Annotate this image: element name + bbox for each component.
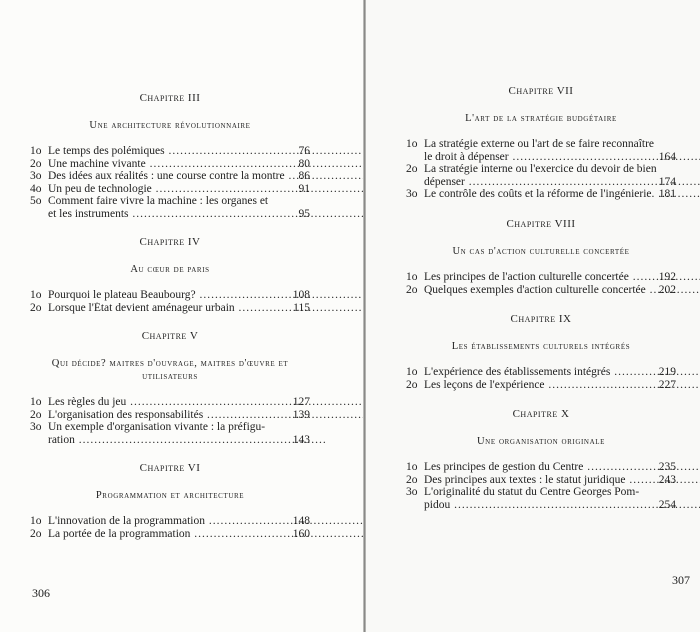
entry-line: Un exemple d'organisation vivante : la préfigu-	[48, 421, 266, 433]
entry-line: L'expérience des établissements intégrés .....	[424, 366, 700, 379]
entry-line: La stratégie interne ou l'exercice du devoir de bien	[424, 163, 657, 175]
entry-line: le droit à dépenser .....	[424, 151, 700, 164]
entry-line: Des idées aux réalités : une course contre la montre .....	[48, 170, 537, 183]
chapter-block	[30, 330, 310, 446]
entry-number: 1o	[406, 138, 418, 150]
entry-page-number: 235	[658, 461, 676, 473]
toc-entry[interactable]	[30, 396, 310, 409]
page-number: 306	[32, 586, 50, 600]
toc-entry[interactable]	[406, 474, 676, 487]
entry-number: 3o	[30, 170, 42, 182]
chapter-label: Chapitre III	[139, 92, 201, 104]
entry-page-number: 108	[292, 289, 310, 301]
chapter-title: Une architecture révolutionnaire	[89, 120, 251, 131]
entry-number: 2o	[406, 163, 418, 175]
entry-page-number: 254	[658, 498, 676, 511]
entry-line: L'innovation de la programmation .....	[48, 515, 457, 528]
entry-line: L'originalité du statut du Centre Georges Pom-	[424, 486, 640, 498]
toc-entry[interactable]	[406, 188, 676, 201]
toc-entry[interactable]	[406, 461, 676, 474]
entry-line: Comment faire vivre la machine : les organes et	[48, 195, 269, 207]
entry-page-number: 80	[298, 157, 310, 170]
chapter-label: Chapitre VIII	[506, 218, 576, 230]
chapter-label: Chapitre IV	[139, 236, 201, 248]
right-page	[366, 0, 700, 632]
entry-number: 2o	[406, 473, 418, 486]
entry-number: 2o	[30, 527, 42, 540]
chapter-title: Programmation et architecture	[95, 490, 245, 501]
chapter-block	[30, 462, 310, 540]
entry-page-number: 148	[292, 515, 310, 527]
entry-number: 2o	[30, 157, 42, 170]
toc-entry[interactable]	[406, 271, 676, 284]
entry-page-number: 95	[298, 207, 310, 220]
chapter-title: Au cœur de paris	[130, 264, 210, 275]
entry-line: ration .....	[48, 434, 327, 447]
entry-number: 1o	[30, 396, 42, 408]
chapter-title: Une organisation originale	[477, 436, 605, 447]
entry-line: et les instruments .....	[48, 208, 380, 221]
chapter-title: Un cas d'action culturelle concertée	[452, 246, 630, 257]
entry-number: 1o	[30, 289, 42, 301]
entry-number: 1o	[30, 515, 42, 527]
entry-page-number: 139	[292, 408, 310, 421]
entry-line: pidou .....	[424, 499, 700, 512]
entry-page-number: 164	[658, 150, 676, 163]
entry-page-number: 181	[658, 188, 676, 200]
entry-text	[48, 421, 365, 446]
chapter-block	[406, 218, 676, 296]
toc-entry[interactable]	[406, 486, 676, 511]
entry-page-number: 227	[658, 378, 676, 391]
entry-line: Les leçons de l'expérience .....	[424, 379, 700, 392]
entry-line: La stratégie externe ou l'art de se faire reconnaître	[424, 138, 655, 150]
chapter-label: Chapitre IX	[510, 313, 572, 325]
toc-entry[interactable]	[406, 379, 676, 392]
toc-entry[interactable]	[30, 183, 310, 196]
entry-number: 3o	[406, 188, 418, 200]
entry-number: 5o	[30, 195, 42, 207]
toc-entry[interactable]	[406, 138, 676, 163]
chapter-label: Chapitre VI	[139, 462, 201, 474]
toc-entry[interactable]	[30, 195, 310, 220]
toc-entry[interactable]	[30, 289, 310, 302]
chapter-label: Chapitre V	[141, 330, 199, 342]
chapter-title: L'art de la stratégie budgétaire	[465, 113, 617, 124]
entry-number: 2o	[30, 408, 42, 421]
toc-entry[interactable]	[406, 284, 676, 297]
entry-page-number: 127	[292, 396, 310, 408]
chapter-block	[406, 85, 676, 201]
entry-page-number: 143	[292, 433, 310, 446]
chapter-block	[30, 92, 310, 220]
entry-line: Quelques exemples d'action culturelle concertée .....	[424, 284, 700, 297]
entry-page-number: 202	[658, 283, 676, 296]
entry-line: Le temps des polémiques .....	[48, 145, 416, 158]
entry-line: Un peu de technologie .....	[48, 183, 404, 196]
entry-number: 1o	[406, 461, 418, 473]
entry-text	[48, 396, 416, 409]
entry-line: Les principes de l'action culturelle concertée .....	[424, 271, 700, 284]
toc-entry[interactable]	[30, 145, 310, 158]
entry-page-number: 219	[658, 366, 676, 378]
toc-entry[interactable]	[406, 366, 676, 379]
toc-entry[interactable]	[30, 158, 310, 171]
entry-number: 3o	[406, 486, 418, 498]
toc-entry[interactable]	[30, 515, 310, 528]
toc-entry[interactable]	[30, 302, 310, 315]
entry-number: 1o	[406, 271, 418, 283]
entry-page-number: 91	[298, 182, 310, 195]
entry-number: 2o	[406, 378, 418, 391]
entry-page-number: 174	[658, 175, 676, 188]
entry-page-number: 243	[658, 473, 676, 486]
toc-entry[interactable]	[30, 170, 310, 183]
toc-entry[interactable]	[30, 409, 310, 422]
chapter-title: Qui décide? maitres d'ouvrage, maitres d'œuvre et utilisateurs	[51, 358, 289, 382]
entry-line: Des principes aux textes : le statut juridique .....	[424, 474, 700, 487]
entry-number: 1o	[406, 366, 418, 378]
chapter-block	[406, 313, 676, 391]
chapter-block	[406, 408, 676, 511]
toc-entry[interactable]	[406, 163, 676, 188]
entry-page-number: 86	[298, 170, 310, 182]
entry-number: 4o	[30, 182, 42, 195]
chapter-label: Chapitre X	[512, 408, 570, 420]
chapter-label: Chapitre VII	[508, 85, 574, 97]
entry-number: 1o	[30, 145, 42, 157]
entry-line: Les règles du jeu .....	[48, 396, 378, 409]
toc-entry[interactable]	[30, 421, 310, 446]
toc-entry[interactable]	[30, 528, 310, 541]
entry-number: 3o	[30, 421, 42, 433]
entry-line: Une machine vivante .....	[48, 158, 398, 171]
entry-page-number: 160	[292, 527, 310, 540]
entry-line: Le contrôle des coûts et la réforme de l'ingénierie. .....	[424, 188, 700, 201]
entry-number: 2o	[406, 283, 418, 296]
entry-page-number: 76	[298, 145, 310, 157]
chapter-block	[30, 236, 310, 314]
entry-number: 2o	[30, 301, 42, 314]
entry-page-number: 192	[658, 271, 676, 283]
entry-line: Les principes de gestion du Centre .....	[424, 461, 700, 474]
entry-line: Lorsque l'État devient aménageur urbain .....	[48, 302, 487, 315]
entry-line: Pourquoi le plateau Beaubourg? .....	[48, 289, 448, 302]
page-number: 307	[672, 573, 690, 587]
chapter-title: Les établissements culturels intégrés	[451, 341, 631, 352]
entry-line: La portée de la programmation .....	[48, 528, 442, 541]
entry-line: L'organisation des responsabilités .....	[48, 409, 455, 422]
entry-line: dépenser .....	[424, 176, 700, 189]
entry-page-number: 115	[293, 301, 310, 314]
